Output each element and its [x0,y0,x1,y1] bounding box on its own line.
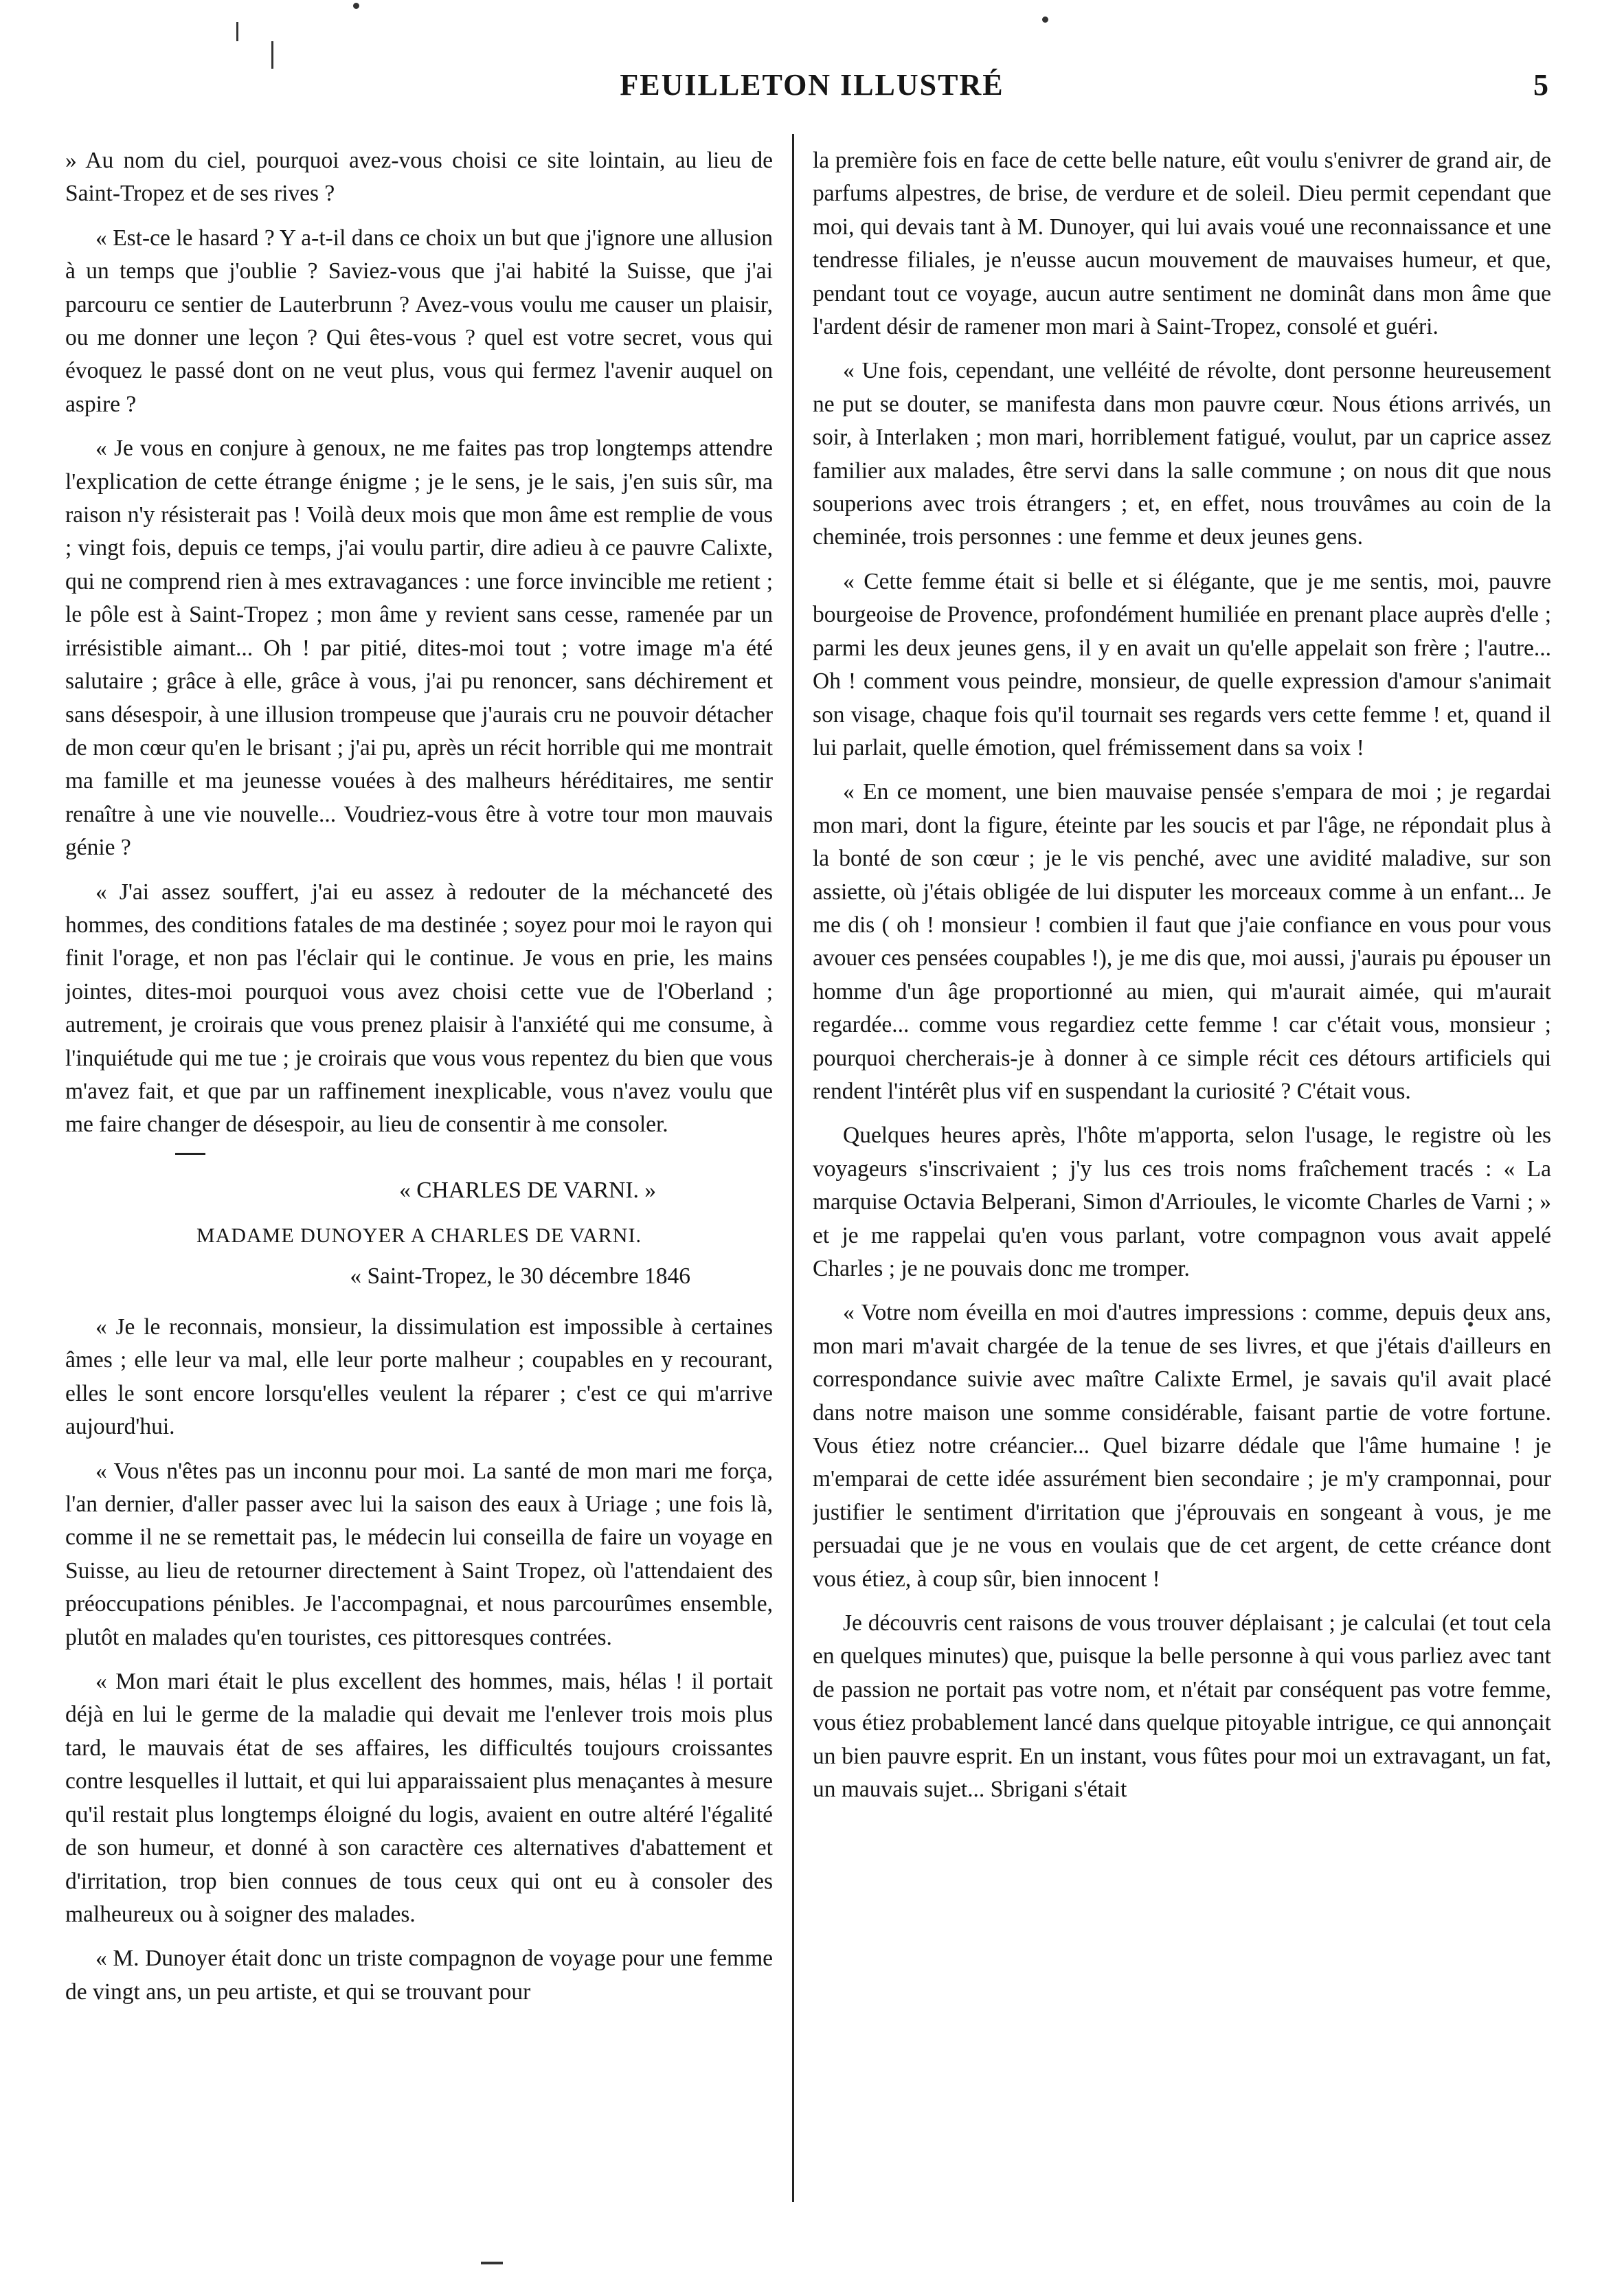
paragraph: « Je vous en conjure à genoux, ne me faites pas trop longtemps attendre l'explication de cette étrange énigme ; je le sens, je le sais, j'en suis sûr, ma raison n'y résisterait pas ! Voilà deux mois que mon âme est remplie de vous ; vingt fois, depuis ce temps, j'ai voulu partir, dire adieu à ce pauvre Calixte, qui ne comprend rien à mes extravagances : une force invincible me retient ; le pôle est à Saint-Tropez ; mon âme y revient sans cesse, ramenée par un irrésistible aimant... Oh ! par pitié, dites-moi tout ; votre image m'a été salutaire ; grâce à elle, grâce à vous, j'ai pu renoncer, sans déchirement et sans désespoir, à une illusion trompeuse que j'aurais cru ne pouvoir détacher de mon cœur qu'en le brisant ; j'ai pu, après un récit horrible qui me montrait ma famille et ma jeunesse vouées à des malheurs héréditaires, me sentir renaître à une vie nouvelle... Voudriez-vous être à votre tour mon mauvais génie ? [65,436,773,861]
separator-dash [175,1153,205,1155]
print-speck [236,22,238,41]
paragraph: Je découvris cent raisons de vous trouver déplaisant ; je calculai (et tout cela en quelques minutes) que, puisque la belle personne à qui vous parliez avec tant de passion ne portait pas votre nom, et n'était par conséquent pas votre femme, vous étiez probablement lancé dans quelque pitoyable intrigue, ce qui annonçait un bien pauvre esprit. En un instant, vous fûtes pour moi un extravagant, un fat, un mauvais sujet... Sbrigani s'était [813,1610,1551,1803]
paragraph: « J'ai assez souffert, j'ai eu assez à redouter de la méchanceté des hommes, des conditions fatales de ma destinée ; soyez pour moi le rayon qui finit l'orage, et non pas l'éclair qui le continue. Je vous en prie, les mains jointes, dites-moi pourquoi vous avez choisi cette vue de l'Oberland ; autrement, je croirais que vous prenez plaisir à l'anxiété qui me consume, à l'inquiétude qui me tue ; je croirais que vous vous repentez du bien que vous m'avez fait, et que par un raffinement inexplicable, vous n'avez voulu que me faire changer de désespoir, au lieu de consentir à me consoler. [65,879,773,1138]
page-number: 5 [1533,68,1548,102]
paragraph: « Vous n'êtes pas un inconnu pour moi. La santé de mon mari me força, l'an dernier, d'aller passer avec lui la saison des eaux à Uriage ; une fois là, comme il ne se remettait pas, le médecin lui conseilla de faire un voyage en Suisse, au lieu de retourner directement à Saint Tropez, où l'attendaient des préoccupations pénibles. Je l'accompagnai, et nous parcourûmes ensemble, plutôt en malades qu'en touristes, ces pittoresques contrées. [65,1458,773,1650]
paragraph: « Je le reconnais, monsieur, la dissimulation est impossible à certaines âmes ; elle leur va mal, elle leur porte malheur ; coupables en y recourant, elles le sont encore lorsqu'elles veulent la réparer ; c'est ce qui m'arrive aujourd'hui. [65,1314,773,1440]
right-column [813,144,1551,2193]
paragraph: « Est-ce le hasard ? Y a-t-il dans ce choix un but que j'ignore une allusion à un temps que j'oublie ? Saviez-vous que j'ai habité la Suisse, que j'ai parcouru ce sentier de Lauterbrunn ? Avez-vous voulu me causer un plaisir, ou me donner une leçon ? Qui êtes-vous ? quel est votre secret, vous qui évoquez le passé dont on ne veut plus, vous qui fermez l'avenir auquel on aspire ? [65,225,773,417]
print-speck [353,3,359,9]
paragraph: Quelques heures après, l'hôte m'apporta, selon l'usage, le registre où les voyageurs s'inscrivaient ; j'y lus ces trois noms fraîchement tracés : « La marquise Octavia Belperani, Simon d'Arrioules, le vicomte Charles de Varni ; » et je me rappelai qu'en vous parlant, votre compagnon vous avait appelé Charles ; je ne pouvais donc me tromper. [813,1123,1551,1281]
letter-signature: « CHARLES DE VARNI. » [399,1177,656,1203]
paragraph: « Une fois, cependant, une velléité de révolte, dont personne heureusement ne put se douter, se manifesta dans mon pauvre cœur. Nous étions arrivés, un soir, à Interlaken ; mon mari, horriblement fatigué, voulut, par un caprice assez familier aux malades, être servi dans la salle commune ; on nous dit que nous souperions avec trois étrangers ; et, en effet, nous trouvâmes au coin de la cheminée, trois personnes : une femme et deux jeunes gens. [813,358,1551,550]
paragraph: « Votre nom éveilla en moi d'autres impressions : comme, depuis deux ans, mon mari m'avait chargée de la tenue de ses livres, et que j'étais d'ailleurs en correspondance suivie avec maître Calixte Ermel, je savais qu'il avait placé dans notre maison une somme considérable, faisant partie de votre fortune. Vous étiez notre créancier... Quel bizarre dédale que l'âme humaine ! je m'emparai de cette idée assurément bien secondaire ; je m'y cramponnai, pour justifier le sentiment d'irritation que j'éprouvais en songeant à vous, je me persuadai que je ne vous en voulais que de cet argent, de cette créance dont vous étiez, à coup sûr, bien innocent ! [813,1300,1551,1592]
letter-heading: MADAME DUNOYER A CHARLES DE VARNI. [196,1224,642,1248]
print-speck [1042,16,1048,23]
paragraph: « En ce moment, une bien mauvaise pensée s'empara de moi ; je regardai mon mari, dont la figure, éteinte par les soucis et par l'âge, ne répondait plus à la bonté de son cœur ; je le vis penché, avec une avidité maladive, sur son assiette, où j'étais obligée de lui disputer les morceaux comme à un enfant... Je me dis ( oh ! monsieur ! combien il faut que j'aie confiance en vous pour vous avouer ces pensées coupables !), je me dis que, moi aussi, j'aurais pu épouser un homme d'un âge proportionné au mien, qui m'aurait aimée, qui m'aurait regardée... comme vous regardiez cette femme ! car c'était vous, monsieur ; pourquoi chercherais-je à donner à ce simple récit ces détours artificiels qui rendent l'intérêt plus vif en suspendant la curiosité ? C'était vous. [813,779,1551,1104]
print-speck [481,2262,503,2264]
paragraph: « M. Dunoyer était donc un triste compagnon de voyage pour une femme de vingt ans, un peu artiste, et qui se trouvant pour [65,1946,773,2005]
letter-dateline: « Saint-Tropez, le 30 décembre 1846 [350,1263,690,1289]
paragraph: « Mon mari était le plus excellent des hommes, mais, hélas ! il portait déjà en lui le germe de la maladie qui devait me l'enlever trois mois plus tard, le mauvais état de ses affaires, les difficultés toujours croissantes contre lesquelles il luttait, et qui lui apparaissaient plus menaçantes à mesure qu'il restait plus longtemps éloigné du logis, avaient en outre altéré l'égalité de son humeur, et donné à son caractère ces alternatives d'abattement et d'irritation, trop bien connues de tous ceux qui ont eu à consoler des malheureux ou à soigner des malades. [65,1669,773,1927]
paragraph: la première fois en face de cette belle nature, eût voulu s'enivrer de grand air, de parfums alpestres, de brise, de verdure et de soleil. Dieu permit cependant que moi, qui devais tant à M. Dunoyer, qui lui avais voué une reconnaissance et une tendresse filiales, je n'eusse aucun mouvement de mauvaises humeur, et que, pendant tout ce voyage, aucun autre sentiment ne dominât dans mon âme que l'ardent désir de ramener mon mari à Saint-Tropez, consolé et guéri. [813,148,1551,340]
paragraph: » Au nom du ciel, pourquoi avez-vous choisi ce site lointain, au lieu de Saint-Tropez et de ses rives ? [65,148,773,207]
left-column [65,144,773,2193]
column-divider [792,134,794,2202]
page-header [0,67,1624,115]
paragraph: « Cette femme était si belle et si élégante, que je me sentis, moi, pauvre bourgeoise de Provence, profondément humiliée en prenant place auprès d'elle ; parmi les deux jeunes gens, il y en avait un qu'elle appelait son frère ; l'autre... Oh ! comment vous peindre, monsieur, de quelle expression d'amour s'animait son visage, chaque fois qu'il tournait ses regards vers cette femme ! et, quand il lui parlait, quelle émotion, quel frémissement dans sa voix ! [813,568,1551,761]
header-title: FEUILLETON ILLUSTRÉ [620,68,1004,102]
print-speck [271,41,273,69]
